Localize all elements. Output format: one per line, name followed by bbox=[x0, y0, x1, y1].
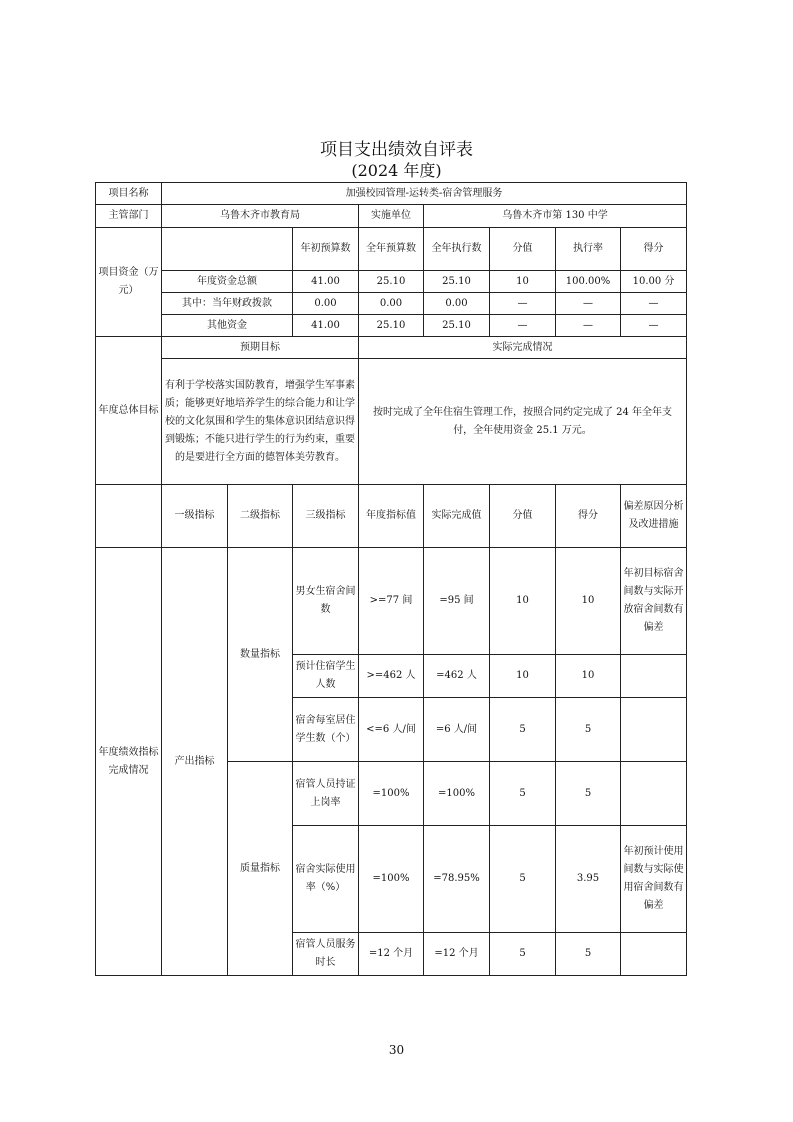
indicator-score: 10 bbox=[556, 548, 621, 655]
indicator-target: >=462 人 bbox=[359, 655, 424, 698]
goals-expected-header: 预期目标 bbox=[162, 337, 359, 359]
funds-cell: 10 bbox=[490, 271, 556, 293]
indicator-target: =12 个月 bbox=[359, 933, 424, 976]
funds-cell: — bbox=[490, 293, 556, 315]
funds-row-label: 年度资金总额 bbox=[162, 271, 293, 293]
funds-cell: 41.00 bbox=[293, 315, 359, 337]
indicator-header-level1: 一级指标 bbox=[162, 485, 228, 548]
indicator-score: 10 bbox=[556, 655, 621, 698]
indicator-actual: =95 间 bbox=[424, 548, 490, 655]
funds-cell: — bbox=[490, 315, 556, 337]
funds-header-initial: 年初预算数 bbox=[293, 228, 359, 271]
indicator-level3: 预计住宿学生人数 bbox=[293, 655, 359, 698]
indicator-actual: =6 人/间 bbox=[424, 698, 490, 762]
indicator-level3: 宿舍每室居住学生数（个） bbox=[293, 698, 359, 762]
indicator-level3: 宿管人员持证上岗率 bbox=[293, 762, 359, 826]
indicator-note: 年初预计使用间数与实际使用宿舍间数有偏差 bbox=[621, 826, 687, 933]
unit-label: 实施单位 bbox=[359, 205, 424, 228]
indicator-note bbox=[621, 762, 687, 826]
funds-label: 项目资金（万元） bbox=[96, 228, 162, 337]
indicator-target: <=6 人/间 bbox=[359, 698, 424, 762]
project-name-value: 加强校园管理-运转类-宿舍管理服务 bbox=[162, 183, 687, 205]
indicator-note bbox=[621, 933, 687, 976]
funds-cell: 0.00 bbox=[293, 293, 359, 315]
funds-cell: — bbox=[621, 315, 687, 337]
funds-row-label: 其中：当年财政拨款 bbox=[162, 293, 293, 315]
indicator-score-max: 5 bbox=[490, 826, 556, 933]
indicator-score-max: 5 bbox=[490, 698, 556, 762]
funds-cell: 41.00 bbox=[293, 271, 359, 293]
dept-value: 乌鲁木齐市教育局 bbox=[162, 205, 359, 228]
indicator-score: 5 bbox=[556, 698, 621, 762]
indicator-header-blank bbox=[96, 485, 162, 548]
indicator-header-level2: 二级指标 bbox=[228, 485, 293, 548]
indicator-score: 3.95 bbox=[556, 826, 621, 933]
performance-table bbox=[95, 182, 687, 976]
indicator-header-target: 年度指标值 bbox=[359, 485, 424, 548]
indicator-header-note: 偏差原因分析及改进措施 bbox=[621, 485, 687, 548]
page-number: 30 bbox=[388, 1043, 405, 1057]
funds-header-score: 得分 bbox=[621, 228, 687, 271]
goals-label: 年度总体目标 bbox=[96, 337, 162, 485]
funds-cell: 25.10 bbox=[424, 315, 490, 337]
indicator-score-max: 10 bbox=[490, 655, 556, 698]
goals-actual-text: 按时完成了全年住宿生管理工作，按照合同约定完成了 24 年全年支付，全年使用资金 25.1 万元。 bbox=[359, 359, 687, 485]
indicator-actual: =12 个月 bbox=[424, 933, 490, 976]
indicator-score-max: 10 bbox=[490, 548, 556, 655]
page-title: 项目支出绩效自评表 bbox=[320, 140, 473, 160]
indicator-actual: =78.95% bbox=[424, 826, 490, 933]
funds-cell: 25.10 bbox=[359, 271, 424, 293]
funds-header-rate: 执行率 bbox=[556, 228, 621, 271]
funds-cell: 100.00% bbox=[556, 271, 621, 293]
goals-actual-header: 实际完成情况 bbox=[359, 337, 687, 359]
funds-header-blank bbox=[162, 228, 293, 271]
funds-cell: 25.10 bbox=[424, 271, 490, 293]
funds-cell: 0.00 bbox=[359, 293, 424, 315]
indicator-target: =100% bbox=[359, 762, 424, 826]
funds-header-score-max: 分值 bbox=[490, 228, 556, 271]
indicator-level3: 宿舍实际使用率（%） bbox=[293, 826, 359, 933]
indicator-score-max: 5 bbox=[490, 762, 556, 826]
funds-cell: — bbox=[621, 293, 687, 315]
indicator-note bbox=[621, 655, 687, 698]
indicator-level3: 宿管人员服务时长 bbox=[293, 933, 359, 976]
dept-label: 主管部门 bbox=[96, 205, 162, 228]
funds-cell: — bbox=[556, 315, 621, 337]
indicator-level1: 产出指标 bbox=[162, 548, 228, 976]
indicator-level2-quantity: 数量指标 bbox=[228, 548, 293, 762]
funds-cell: 0.00 bbox=[424, 293, 490, 315]
indicator-header-level3: 三级指标 bbox=[293, 485, 359, 548]
indicator-target: >=77 间 bbox=[359, 548, 424, 655]
indicator-header-score-max: 分值 bbox=[490, 485, 556, 548]
indicator-note: 年初目标宿舍间数与实际开放宿舍间数有偏差 bbox=[621, 548, 687, 655]
goals-expected-text: 有利于学校落实国防教育，增强学生军事素质；能够更好地培养学生的综合能力和让学校的文化氛围和学生的集体意识团结意识得到锻炼；不能只进行学生的行为约束，重要的是要进行全方面的德智体美劳教育。 bbox=[162, 359, 359, 485]
indicator-actual: =100% bbox=[424, 762, 490, 826]
indicator-header-actual: 实际完成值 bbox=[424, 485, 490, 548]
funds-cell: 25.10 bbox=[359, 315, 424, 337]
page-subtitle: (2024 年度) bbox=[351, 161, 442, 180]
funds-row-label: 其他资金 bbox=[162, 315, 293, 337]
indicator-score: 5 bbox=[556, 762, 621, 826]
indicator-header-score: 得分 bbox=[556, 485, 621, 548]
indicator-target: =100% bbox=[359, 826, 424, 933]
indicator-note bbox=[621, 698, 687, 762]
funds-header-executed: 全年执行数 bbox=[424, 228, 490, 271]
funds-header-annual: 全年预算数 bbox=[359, 228, 424, 271]
project-name-label: 项目名称 bbox=[96, 183, 162, 205]
indicator-level3: 男女生宿舍间数 bbox=[293, 548, 359, 655]
funds-cell: 10.00 分 bbox=[621, 271, 687, 293]
indicators-section-label: 年度绩效指标完成情况 bbox=[96, 548, 162, 976]
funds-cell: — bbox=[556, 293, 621, 315]
unit-value: 乌鲁木齐市第 130 中学 bbox=[424, 205, 687, 228]
indicator-score: 5 bbox=[556, 933, 621, 976]
indicator-actual: =462 人 bbox=[424, 655, 490, 698]
indicator-score-max: 5 bbox=[490, 933, 556, 976]
indicator-level2-quality: 质量指标 bbox=[228, 762, 293, 976]
